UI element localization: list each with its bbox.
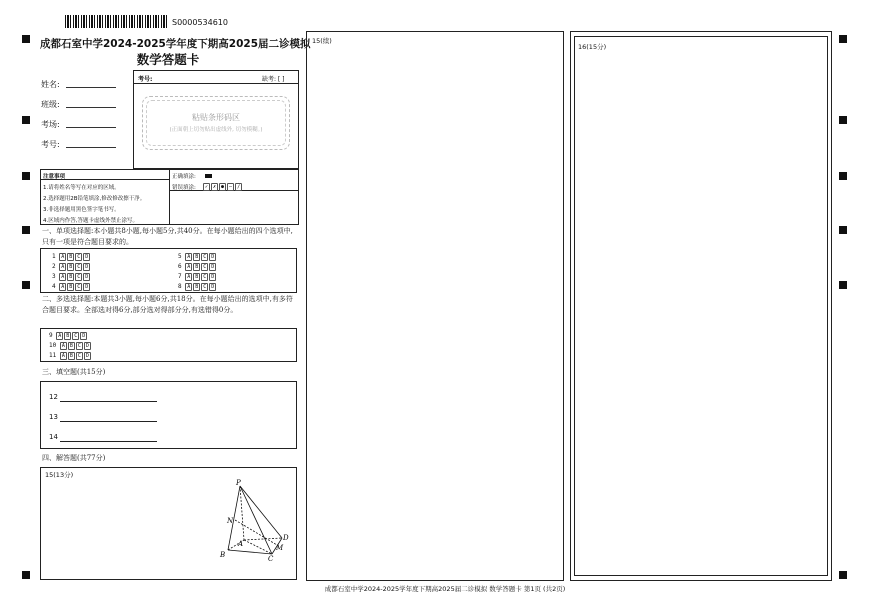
name-field[interactable]	[66, 87, 116, 88]
answer-row	[49, 352, 92, 360]
question-number: 7	[178, 273, 182, 280]
wrong-fill-sample: ●	[221, 184, 225, 190]
alignment-mark	[22, 226, 30, 234]
alignment-mark	[22, 116, 30, 124]
exam-no-label: 考号:	[138, 76, 153, 83]
edge-ad	[244, 538, 282, 540]
notice-item: 1.请将姓名等写在对应的区域。	[43, 185, 120, 191]
option-bubble[interactable]: B	[69, 343, 73, 349]
option-bubble[interactable]: D	[211, 254, 215, 260]
option-bubble[interactable]: A	[61, 254, 65, 260]
wrong-fill-samples	[203, 183, 243, 191]
class-field[interactable]	[66, 107, 116, 108]
fill-question-number: 12	[49, 393, 58, 401]
option-bubble[interactable]: A	[187, 254, 191, 260]
section3-answer-box	[40, 381, 297, 449]
option-bubble[interactable]: B	[195, 284, 199, 290]
option-bubble[interactable]: D	[85, 254, 89, 260]
pyramid-figure	[218, 478, 294, 562]
sticker-title: 粘贴条形码区	[192, 113, 240, 122]
answer-row	[178, 273, 217, 281]
option-bubble[interactable]: C	[77, 353, 81, 359]
sticker-area-inner	[146, 100, 286, 146]
question-number: 9	[49, 332, 53, 339]
q16-label: 16(15分)	[578, 43, 607, 51]
name-label: 姓名:	[41, 80, 60, 89]
vertex-label-b: B	[220, 551, 226, 559]
notice-title: 注意事项	[43, 174, 66, 180]
absent-checkbox[interactable]: 缺考: [ ]	[262, 76, 285, 83]
alignment-mark	[22, 172, 30, 180]
option-bubble[interactable]: A	[61, 343, 65, 349]
section4-title: 四、解答题(共77分)	[42, 454, 106, 462]
fill-question-number: 13	[49, 413, 58, 421]
option-bubble[interactable]: D	[85, 264, 89, 270]
question-number: 8	[178, 283, 182, 290]
answer-row	[49, 342, 92, 350]
answer-row	[178, 253, 217, 261]
question-number: 5	[178, 253, 182, 260]
room-field[interactable]	[66, 127, 116, 128]
alignment-mark	[22, 281, 30, 289]
option-bubble[interactable]: C	[203, 254, 207, 260]
barcode-number: S0000534610	[172, 18, 228, 27]
option-bubble[interactable]: C	[77, 284, 81, 290]
wrong-fill-sample: ✓	[205, 184, 209, 190]
option-bubble[interactable]: A	[58, 333, 62, 339]
room-label: 考场:	[41, 120, 60, 129]
vertex-label-m: M	[276, 544, 284, 552]
option-bubble[interactable]: C	[77, 254, 81, 260]
exam-title: 成都石室中学2024-2025学年度下期高2025届二诊模拟	[40, 38, 311, 50]
q15-label: 15(13分)	[45, 471, 74, 479]
alignment-mark	[22, 35, 30, 43]
option-bubble[interactable]: A	[61, 274, 65, 280]
option-bubble[interactable]: B	[66, 333, 70, 339]
vertex-label-n: N	[227, 517, 234, 525]
alignment-mark	[839, 226, 847, 234]
fill-answer-line[interactable]	[60, 401, 157, 402]
section2-instruction: 二、多选选择题:本题共3小题,每小题6分,共18分。在每小题给出的选项中,有多符合题目要求。全部选对得6分,部分选对得部分分,有选错得0分。	[42, 295, 293, 314]
option-bubble[interactable]: C	[203, 274, 207, 280]
page-footer: 成都石室中学2024-2025学年度下期高2025届二诊模拟 数学答题卡 第1页 (共2页)	[324, 585, 566, 593]
option-bubble[interactable]: D	[211, 274, 215, 280]
option-bubble[interactable]: A	[61, 353, 65, 359]
q15-continued-label: 15(续)	[312, 37, 332, 45]
id-label: 考号:	[41, 140, 60, 149]
edge-bc	[228, 550, 272, 554]
alignment-mark	[839, 35, 847, 43]
option-bubble[interactable]: D	[85, 284, 89, 290]
option-bubble[interactable]: C	[74, 333, 78, 339]
question-number: 6	[178, 263, 182, 270]
class-label: 班级:	[41, 100, 60, 109]
wrong-fill-sample: —	[229, 184, 233, 190]
barcode	[65, 15, 167, 28]
option-bubble[interactable]: B	[195, 254, 199, 260]
answer-row	[52, 263, 91, 271]
option-bubble[interactable]: A	[187, 284, 191, 290]
vertex-label-p: P	[236, 479, 241, 487]
option-bubble[interactable]: B	[195, 274, 199, 280]
q16-answer-box[interactable]	[574, 36, 828, 576]
q15-continued-box[interactable]	[306, 31, 564, 581]
fill-question-number: 14	[49, 433, 58, 441]
option-bubble[interactable]: D	[211, 284, 215, 290]
answer-row	[49, 332, 88, 340]
option-bubble[interactable]: C	[77, 274, 81, 280]
question-number: 11	[49, 352, 57, 359]
id-field[interactable]	[66, 147, 116, 148]
fill-answer-line[interactable]	[60, 441, 157, 442]
option-bubble[interactable]: D	[82, 333, 86, 339]
notice-item: 2.选择题用2B铅笔填涂,修改修改擦干净。	[43, 196, 146, 202]
alignment-mark	[839, 281, 847, 289]
vertex-label-a: A	[238, 540, 244, 548]
correct-fill-label: 正确填涂:	[172, 174, 196, 180]
answer-row	[178, 283, 217, 291]
option-bubble[interactable]: D	[85, 274, 89, 280]
answer-row	[52, 253, 91, 261]
correct-fill-sample	[205, 174, 212, 178]
alignment-mark	[839, 172, 847, 180]
divider	[169, 169, 170, 225]
card-title: 数学答题卡	[136, 52, 200, 67]
section3-title: 三、填空题(共15分)	[42, 368, 106, 376]
option-bubble[interactable]: C	[77, 264, 81, 270]
wrong-fill-label: 错误填涂:	[172, 185, 196, 191]
option-bubble[interactable]: B	[69, 254, 73, 260]
answer-row	[52, 273, 91, 281]
option-bubble[interactable]: A	[187, 264, 191, 270]
question-number: 4	[52, 283, 56, 290]
wrong-fill-sample: ✗	[213, 184, 217, 190]
notice-item: 3.非选择题用黑色签字笔书写。	[43, 207, 120, 213]
fill-answer-line[interactable]	[60, 421, 157, 422]
option-bubble[interactable]: B	[69, 284, 73, 290]
alignment-mark	[839, 571, 847, 579]
option-bubble[interactable]: D	[85, 353, 89, 359]
option-bubble[interactable]: B	[69, 353, 73, 359]
question-number: 10	[49, 342, 57, 349]
divider	[133, 83, 299, 84]
option-bubble[interactable]: D	[211, 264, 215, 270]
option-bubble[interactable]: B	[69, 274, 73, 280]
question-number: 3	[52, 273, 56, 280]
alignment-mark	[839, 116, 847, 124]
notice-item: 4.区域内作答,答题卡虚线外禁止涂写。	[43, 218, 138, 224]
option-bubble[interactable]: B	[195, 264, 199, 270]
answer-row	[52, 283, 91, 291]
question-number: 1	[52, 253, 56, 260]
vertex-label-c: C	[268, 555, 274, 562]
option-bubble[interactable]: A	[61, 284, 65, 290]
answer-row	[178, 263, 217, 271]
option-bubble[interactable]: C	[203, 284, 207, 290]
option-bubble[interactable]: B	[69, 264, 73, 270]
vertex-label-d: D	[283, 534, 289, 542]
alignment-mark	[22, 571, 30, 579]
section1-instruction: 一、单项选择题:本小题共8小题,每小题5分,共40分。在每小题给出的四个选项中,只有一项是符合题目要求的。	[42, 227, 293, 246]
option-bubble[interactable]: A	[61, 264, 65, 270]
option-bubble[interactable]: C	[203, 264, 207, 270]
option-bubble[interactable]: A	[187, 274, 191, 280]
option-bubble[interactable]: D	[85, 343, 89, 349]
question-number: 2	[52, 263, 56, 270]
option-bubble[interactable]: C	[77, 343, 81, 349]
wrong-fill-sample: ∕	[237, 184, 241, 190]
sticker-note: (正面朝上切勿贴出虚线外, 切勿模糊。)	[169, 127, 263, 133]
